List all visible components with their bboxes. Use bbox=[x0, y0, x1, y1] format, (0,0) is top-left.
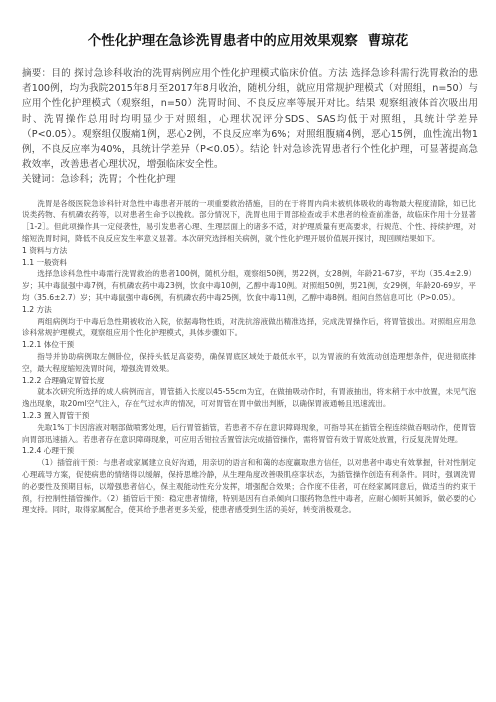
section-1-2-3-text: 先取1%丁卡因溶液对咽部做喷雾处理，后行胃管插管，若患者不存在意识障碍现象，可指导其在插管全程连续做吞咽动作，使胃管向胃部迅速插入。若患者存在意识障碍现象，可应用舌钳拉舌置管法完成插管操作，需将胃管有效于胃底处放置，行反复洗胃处理。 bbox=[22, 422, 476, 444]
section-1-1-text: 选择急诊科急性中毒需行洗胃救治的患者100例，随机分组，观察组50例，男22例，女28例，年龄21-67岁，平均（35.4±2.9）岁；其中毒鼠强中毒7例，有机磷农药中毒23例，饮食中毒10例，乙醇中毒10例。对照组50例，男21例，女29例，年龄20-69岁，平均（35.6±2.7）岁；其中毒鼠强中毒6例，有机磷农药中毒25例，饮食中毒11例，乙醇中毒8例。组间自然信息可比（P>0.05）。 bbox=[22, 269, 476, 302]
paper-author: 曹琼花 bbox=[367, 33, 409, 49]
abstract: 摘要：目的 探讨急诊科收治的洗胃病例应用个性化护理模式临床价值。方法 选择急诊科需行洗胃救治的患者100例，均为我院2015年8月至2017年8月收治，随机分组，就应用常规护理模式（对照组，n=50）与应用个性化护理模式（观察组，n=50）洗胃时间、不良反应率等展开对比。结果 观察组液体首次吸出用时、洗胃操作总用时均明显少于对照组，心理状况评分SDS、SAS均低于对照组，具统计学差异（P<0.05）。观察组仅腹痛1例，恶心2例，不良反应率为6%；对照组腹痛4例，恶心15例，血性流出物1例，不良反应率为40%，具统计学差异（P<0.05）。结论 针对急诊洗胃患者行个性化护理，可显著提高急救效率，改善患者心理状况，增强临床安全性。 bbox=[22, 68, 478, 171]
intro-paragraph: 洗胃是各级医院急诊科针对急性中毒患者开展的一项重要救治措施，目的在于将胃内尚未被机体吸收的毒物最大程度清除，如已比说类药物、有机磷农药等，以对患者生命予以挽救。部分情况下，洗胃也用于胃部检查或手术患者的检查前准备，故临床作用十分显著［1-2］。但此项操作具一定侵袭性，易引发患者心理、生理层面上的诸多不适，对护理质量有更高要求，行规范、个性、持续护理，对缩短洗胃时间，降低不良反应发生率意义显著。本次研究选择相关病例，就个性化护理开展价值展开探讨，现回顾结果如下。 bbox=[22, 198, 476, 244]
section-heading-1-1: 1.1 一般资料 bbox=[22, 257, 67, 267]
section-heading-1-2-2: 1.2.2 合理确定胃管长度 bbox=[22, 375, 105, 385]
section-heading-1-2: 1.2 方法 bbox=[22, 304, 52, 314]
section-1-2-2-text: 就本次研究所选择的成人病例而言，胃管插入长度以45-55cm为宜，在做抽吸动作时，有胃液抽出，将末稍于水中放置，未见气泡逸出现象，取20ml空气注入，存在气过水声的情况，可对胃管在胃中做出判断，以确保胃液通畅且迅速流出。 bbox=[22, 387, 476, 409]
section-1-2-1-text: 指导并协助病例取左侧卧位，保持头低足高姿势，确保胃底区域处于最低水平，以为胃液的有效流动创造理想条件，促进彻底排空，最大程度缩短洗胃时间，增强洗胃效果。 bbox=[22, 351, 476, 373]
paper-title: 个性化护理在急诊洗胃患者中的应用效果观察 bbox=[87, 33, 358, 49]
section-1-2-4-text: （1）插管前干预：与患者或家属建立良好沟通，用亲切的语言和和蔼的态度赢取患方信任，以对患者中毒史有效掌握，针对性制定心理疏导方案，促使病患的情绪得以缓解，保持思维冷静，从生理角度改善吸肌痉挛状态，为插管操作创造有利条件。同时，强调洗胃的必要性及预期目标，以增强患者信心，保主观能动性充分发挥，增强配合效果；合作度不佳者，可在经家属同意后，做适当的约束干预，行控制性插管操作。（2）插管后干预：稳定患者情绪，特别是因有自杀倾向口服药物急性中毒者，应耐心倾听其倾诉，做必要的心理支持。同时，取得家属配合，使其给予患者更多关爱，使患者感受到生活的美好，转变消极观念。 bbox=[22, 458, 476, 515]
section-heading-1-2-1: 1.2.1 体位干预 bbox=[22, 340, 75, 350]
paper-body bbox=[12, 198, 484, 517]
keywords: 关键词：急诊科；洗胃；个性化护理 bbox=[22, 174, 176, 186]
paper-title-line bbox=[12, 0, 484, 52]
section-heading-1-2-4: 1.2.4 心理干预 bbox=[22, 446, 75, 456]
section-heading-1-2-3: 1.2.3 置入胃管干预 bbox=[22, 410, 90, 420]
section-1-2-text: 两组病例均于中毒后急性期被收治入院，依据毒物性质，对洗抗溶液做出精准选择，完成洗胃操作后，将胃管拔出。对照组应用急诊科常规护理模式，观察组应用个性化护理模式，具体步骤如下。 bbox=[22, 316, 476, 338]
section-heading-1: 1 资料与方法 bbox=[22, 245, 68, 255]
